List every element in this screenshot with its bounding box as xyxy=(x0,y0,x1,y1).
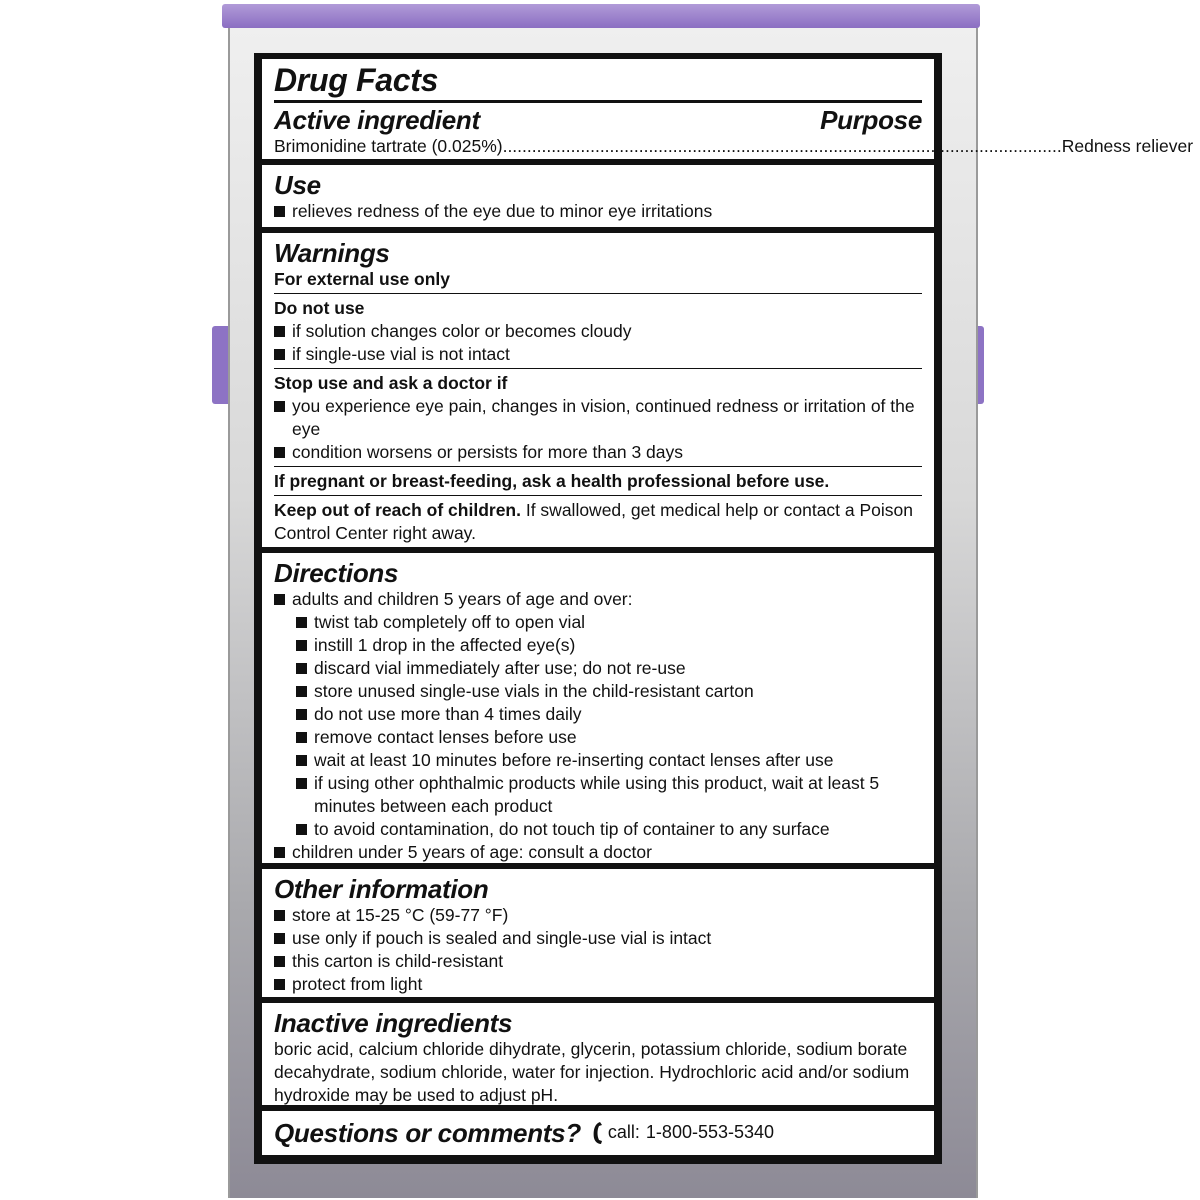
directions-step: do not use more than 4 times daily xyxy=(296,703,922,726)
keep-out-of-reach xyxy=(274,499,922,545)
active-ingredient-heading: Active ingredient xyxy=(274,105,480,135)
directions-step: store unused single-use vials in the child-resistant carton xyxy=(296,680,922,703)
directions-step: to avoid contamination, do not touch tip of container to any surface xyxy=(296,818,922,841)
warnings-rule xyxy=(274,466,922,467)
pregnancy-warning: If pregnant or breast-feeding, ask a health professional before use. xyxy=(274,471,830,491)
directions-heading: Directions xyxy=(274,558,399,588)
use-heading: Use xyxy=(274,170,321,200)
active-purpose: Redness reliever xyxy=(1061,136,1194,156)
inactive-ingredients-heading: Inactive ingredients xyxy=(274,1008,513,1038)
active-heading-row xyxy=(274,105,922,135)
phone-icon xyxy=(591,1120,605,1146)
warnings-rule xyxy=(274,368,922,369)
drug-facts-panel xyxy=(254,53,1194,1164)
warnings-rule xyxy=(274,495,922,496)
active-ingredient-name: Brimonidine tartrate (0.025%) xyxy=(274,136,503,156)
directions-box xyxy=(262,553,934,863)
drug-facts-title: Drug Facts xyxy=(274,62,439,98)
directions-adults: adults and children 5 years of age and over: xyxy=(274,588,922,611)
carton-tab-left xyxy=(212,326,228,404)
inactive-ingredients-box xyxy=(262,1003,934,1105)
do-not-use-heading: Do not use xyxy=(274,298,365,318)
keep-out-of-reach-bold: Keep out of reach of children. xyxy=(274,500,521,520)
other-info-item: this carton is child-resistant xyxy=(274,950,922,973)
keep-out-of-reach-text: If swallowed, get medical help or contact a Poison Control Center right away. xyxy=(274,500,913,543)
warnings-heading: Warnings xyxy=(274,238,390,268)
stop-use-item: you experience eye pain, changes in vision, continued redness or irritation of the eye xyxy=(274,395,922,441)
other-info-item: store at 15-25 °C (59-77 °F) xyxy=(274,904,922,927)
title-rule xyxy=(274,100,922,103)
questions-box xyxy=(262,1111,934,1155)
directions-step: instill 1 drop in the affected eye(s) xyxy=(296,634,922,657)
other-info-item: protect from light xyxy=(274,973,922,996)
directions-step: wait at least 10 minutes before re-inserting contact lenses after use xyxy=(296,749,922,772)
directions-step: twist tab completely off to open vial xyxy=(296,611,922,634)
questions-heading: Questions or comments? xyxy=(274,1117,581,1148)
do-not-use-item: if solution changes color or becomes cloudy xyxy=(274,320,922,343)
warnings-rule xyxy=(274,293,922,294)
active-ingredient-box xyxy=(262,59,1194,159)
other-info-heading: Other information xyxy=(274,874,489,904)
other-info-box xyxy=(262,869,934,997)
phone-number: 1-800-553-5340 xyxy=(645,1122,775,1142)
use-box xyxy=(262,165,934,227)
use-item: relieves redness of the eye due to minor eye irritations xyxy=(274,200,922,223)
stop-use-heading: Stop use and ask a doctor if xyxy=(274,373,508,393)
other-info-item: use only if pouch is sealed and single-use vial is intact xyxy=(274,927,922,950)
directions-step: discard vial immediately after use; do not re-use xyxy=(296,657,922,680)
directions-children: children under 5 years of age: consult a doctor xyxy=(274,841,922,864)
external-use-note: For external use only xyxy=(274,269,451,289)
inactive-ingredients-text: boric acid, calcium chloride dihydrate, glycerin, potassium chloride, sodium borate decahydrate, sodium chloride, water for injection. Hydrochloric acid and/or sodium hydroxide may be used to adjust pH. xyxy=(274,1039,910,1105)
active-ingredient-row xyxy=(274,135,1194,158)
stop-use-item: condition worsens or persists for more than 3 days xyxy=(274,441,922,464)
directions-step: remove contact lenses before use xyxy=(296,726,922,749)
directions-step: if using other ophthalmic products while using this product, wait at least 5 minutes between each product xyxy=(296,772,922,818)
leader-dots: ................................................................................................................... xyxy=(502,136,1062,156)
purpose-heading: Purpose xyxy=(820,105,922,135)
warnings-box xyxy=(262,233,934,547)
do-not-use-item: if single-use vial is not intact xyxy=(274,343,922,366)
call-label: call: xyxy=(607,1122,640,1142)
carton-lid xyxy=(222,4,980,28)
